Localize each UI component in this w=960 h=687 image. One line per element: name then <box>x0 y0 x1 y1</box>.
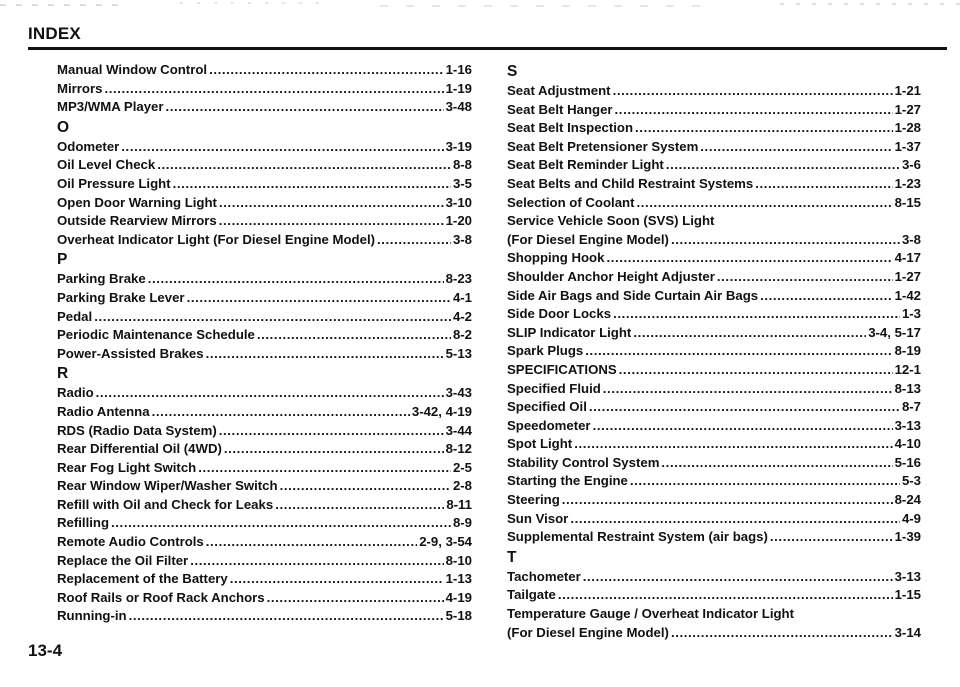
index-entry-page-ref: 1-28 <box>894 120 921 136</box>
index-entry <box>57 422 472 441</box>
index-entry-label: SPECIFICATIONS <box>507 361 617 377</box>
index-entry-page-ref: 8-10 <box>445 552 472 568</box>
dot-leader <box>717 268 893 287</box>
dot-leader <box>94 308 451 327</box>
index-right-column <box>507 61 921 642</box>
dot-leader <box>275 496 444 515</box>
index-entry <box>57 440 472 459</box>
index-entry-label: Parking Brake <box>57 271 146 287</box>
dot-leader <box>219 422 444 441</box>
dot-leader <box>206 533 417 552</box>
dot-leader <box>613 82 893 101</box>
index-entry-label: (For Diesel Engine Model) <box>507 231 669 247</box>
index-entry <box>507 231 921 250</box>
index-entry <box>57 477 472 496</box>
index-entry-label: MP3/WMA Player <box>57 99 164 115</box>
index-entry <box>507 435 921 454</box>
index-entry <box>57 231 472 250</box>
dot-leader <box>593 417 893 436</box>
index-entry-page-ref: 1-15 <box>894 587 921 603</box>
index-entry-page-ref: 3-5 <box>452 175 472 191</box>
index-entry-page-ref: 1-20 <box>445 213 472 229</box>
index-entry-label: Running-in <box>57 608 127 624</box>
index-entry-page-ref: 3-8 <box>901 231 921 247</box>
dot-leader <box>558 586 893 605</box>
index-entry-label: Parking Brake Lever <box>57 289 185 305</box>
index-entry-label: Radio <box>57 385 94 401</box>
index-entry-label: Seat Belt Pretensioner System <box>507 138 699 154</box>
index-section-letter: O <box>57 118 70 136</box>
index-entry-page-ref: 8-8 <box>452 157 472 173</box>
index-entry <box>507 119 921 138</box>
index-entry-page-ref: 5-16 <box>894 454 921 470</box>
index-entry <box>57 289 472 308</box>
index-entry <box>57 194 472 213</box>
index-entry-label: Seat Belt Inspection <box>507 120 634 136</box>
index-entry <box>507 138 921 157</box>
index-entry <box>507 175 921 194</box>
dot-leader <box>585 342 892 361</box>
index-entry-page-ref: 8-19 <box>894 343 921 359</box>
index-entry-label: Replace the Oil Filter <box>57 552 189 568</box>
index-entry-page-ref: 3-44 <box>445 422 472 438</box>
index-entry-page-ref: 2-5 <box>452 459 472 475</box>
index-entry-label: Stability Control System <box>507 454 660 470</box>
index-entry-page-ref: 5-3 <box>901 473 921 489</box>
index-entry <box>57 175 472 194</box>
dot-leader <box>209 61 444 80</box>
index-entry-page-ref: 2-8 <box>452 478 472 494</box>
index-entry <box>507 156 921 175</box>
index-entry-label: Overheat Indicator Light (For Diesel Engine Model) <box>57 231 376 247</box>
index-entry-label: Rear Window Wiper/Washer Switch <box>57 478 278 494</box>
dot-leader <box>129 607 444 626</box>
index-entry-page-ref: 1-13 <box>445 571 472 587</box>
page-number: 13-4 <box>28 641 63 660</box>
index-entry-label: Seat Adjustment <box>507 83 611 98</box>
index-entry <box>57 308 472 327</box>
dot-leader <box>267 589 444 608</box>
dot-leader <box>619 361 893 380</box>
index-entry <box>57 403 472 422</box>
index-entry <box>57 384 472 403</box>
index-entry-page-ref: 12-1 <box>894 361 921 377</box>
index-entry <box>507 380 921 399</box>
index-entry-label: Odometer <box>57 138 120 154</box>
index-entry-page-ref: 4-9 <box>901 510 921 526</box>
index-entry <box>507 398 921 417</box>
dot-leader <box>633 324 866 343</box>
index-entry-label: Spark Plugs <box>507 343 584 359</box>
index-entry-label: Selection of Coolant <box>507 194 635 210</box>
dot-leader <box>224 440 444 459</box>
index-entry-label: Sun Visor <box>507 510 569 526</box>
index-entry <box>57 552 472 571</box>
dot-leader <box>755 175 892 194</box>
index-entry-label: Steering <box>507 492 560 508</box>
header-rule <box>28 47 947 50</box>
dot-leader <box>671 624 893 643</box>
index-section-letter: P <box>57 251 68 269</box>
index-entry <box>507 249 921 268</box>
index-entry-page-ref: 1-27 <box>894 268 921 284</box>
index-entry-label: Periodic Maintenance Schedule <box>57 327 255 343</box>
dot-leader <box>661 454 892 473</box>
index-entry <box>507 194 921 213</box>
index-entry-page-ref: 4-1 <box>452 289 472 305</box>
index-entry <box>507 472 921 491</box>
index-entry <box>507 454 921 473</box>
index-entry-page-ref: 4-2 <box>452 308 472 324</box>
index-entry-label: Replacement of the Battery <box>57 571 228 587</box>
index-entry-label: Service Vehicle Soon (SVS) Light <box>507 213 715 229</box>
dot-leader <box>562 491 893 510</box>
index-entry <box>57 326 472 345</box>
dot-leader <box>636 194 892 213</box>
dot-leader <box>257 326 451 345</box>
index-entry <box>57 98 472 117</box>
dot-leader <box>280 477 451 496</box>
index-entry <box>57 514 472 533</box>
index-entry <box>507 417 921 436</box>
dot-leader <box>148 270 444 289</box>
index-entry-label: Refilling <box>57 515 110 531</box>
index-entry-label: Power-Assisted Brakes <box>57 345 204 361</box>
index-entry <box>507 568 921 587</box>
index-entry-label: Radio Antenna <box>57 403 150 419</box>
index-entry-page-ref: 8-13 <box>894 380 921 396</box>
dot-leader <box>606 249 892 268</box>
index-entry-page-ref: 4-17 <box>894 250 921 266</box>
dot-leader <box>173 175 451 194</box>
index-entry-page-ref: 1-21 <box>894 83 921 98</box>
index-entry <box>507 510 921 529</box>
index-entry-page-ref: 1-27 <box>894 101 921 117</box>
index-entry <box>507 361 921 380</box>
index-entry <box>57 496 472 515</box>
dot-leader <box>630 472 900 491</box>
index-entry-page-ref: 3-13 <box>894 568 921 584</box>
dot-leader <box>166 98 444 117</box>
index-entry <box>507 342 921 361</box>
index-entry <box>507 82 921 101</box>
index-entry-page-ref: 3-10 <box>445 194 472 210</box>
index-entry-page-ref: 8-2 <box>452 327 472 343</box>
dot-leader <box>198 459 451 478</box>
dot-leader <box>603 380 893 399</box>
page-header-title: INDEX <box>28 24 81 43</box>
index-entry-label: SLIP Indicator Light <box>507 324 632 340</box>
index-entry-page-ref: 1-39 <box>894 529 921 545</box>
index-entry-page-ref: 2-9, 3-54 <box>419 534 472 550</box>
dot-leader <box>219 212 444 231</box>
index-entry <box>57 156 472 175</box>
index-entry <box>507 528 921 547</box>
dot-leader <box>700 138 892 157</box>
dot-leader <box>152 403 410 422</box>
index-entry-label: Remote Audio Controls <box>57 534 204 550</box>
index-entry-page-ref: 8-23 <box>445 271 472 287</box>
index-entry-page-ref: 3-6 <box>901 157 921 173</box>
index-entry-label: Refill with Oil and Check for Leaks <box>57 496 274 512</box>
index-entry-label: Speedometer <box>507 417 591 433</box>
dot-leader <box>104 80 443 99</box>
index-entry <box>57 138 472 157</box>
index-entry-label: Starting the Engine <box>507 473 628 489</box>
dot-leader <box>121 138 443 157</box>
index-entry-label: Roof Rails or Roof Rack Anchors <box>57 589 265 605</box>
index-entry <box>57 80 472 99</box>
index-entry <box>57 61 472 80</box>
index-entry <box>57 459 472 478</box>
dot-leader <box>666 156 900 175</box>
index-entry-heading <box>507 605 921 624</box>
index-entry-page-ref: 8-11 <box>446 496 472 512</box>
index-entry-page-ref: 1-23 <box>894 175 921 191</box>
index-entry-page-ref: 1-16 <box>445 62 472 77</box>
index-entry-label: Shoulder Anchor Height Adjuster <box>507 268 715 284</box>
index-entry <box>507 287 921 306</box>
index-entry-label: Tachometer <box>507 568 581 584</box>
index-entry <box>507 491 921 510</box>
index-entry-label: Mirrors <box>57 80 103 96</box>
index-entry-page-ref: 8-7 <box>901 399 921 415</box>
dot-leader <box>635 119 893 138</box>
index-entry <box>507 624 921 643</box>
index-entry-label: Open Door Warning Light <box>57 194 217 210</box>
index-entry-page-ref: 8-9 <box>452 515 472 531</box>
index-entry <box>507 268 921 287</box>
dot-leader <box>570 510 900 529</box>
index-entry-label: Rear Fog Light Switch <box>57 459 197 475</box>
dot-leader <box>613 305 900 324</box>
index-entry-page-ref: 5-13 <box>445 345 472 361</box>
index-entry-heading <box>507 212 921 231</box>
dot-leader <box>589 398 900 417</box>
index-entry-label: Seat Belts and Child Restraint Systems <box>507 175 754 191</box>
index-entry-page-ref: 3-13 <box>894 417 921 433</box>
index-entry <box>507 586 921 605</box>
index-entry-page-ref: 8-12 <box>445 441 472 457</box>
index-entry-page-ref: 1-42 <box>894 287 921 303</box>
index-entry-label: Side Air Bags and Side Curtain Air Bags <box>507 287 759 303</box>
index-entry-label: Shopping Hook <box>507 250 605 266</box>
index-entry-page-ref: 3-48 <box>445 99 472 115</box>
index-section-letter: T <box>507 548 517 566</box>
dot-leader <box>187 289 451 308</box>
index-entry-label: Tailgate <box>507 587 556 603</box>
dot-leader <box>206 345 444 364</box>
index-entry-page-ref: 4-10 <box>894 436 921 452</box>
index-entry-page-ref: 5-18 <box>445 608 472 624</box>
dot-leader <box>230 570 444 589</box>
index-entry <box>507 324 921 343</box>
index-entry-label: Outside Rearview Mirrors <box>57 213 217 229</box>
index-entry <box>507 305 921 324</box>
index-entry-page-ref: 1-3 <box>901 306 921 322</box>
index-section-letter: R <box>57 365 69 383</box>
dot-leader <box>574 435 892 454</box>
index-entry-label: Oil Pressure Light <box>57 175 171 191</box>
index-entry-label: Specified Fluid <box>507 380 601 396</box>
index-entry-page-ref: 3-19 <box>445 138 472 154</box>
index-entry-page-ref: 4-19 <box>445 589 472 605</box>
index-entry-label: Specified Oil <box>507 399 587 415</box>
dot-leader <box>760 287 892 306</box>
dot-leader <box>96 384 444 403</box>
index-entry-label: Oil Level Check <box>57 157 156 173</box>
index-entry-label: Rear Differential Oil (4WD) <box>57 441 222 457</box>
index-entry-label: Supplemental Restraint System (air bags) <box>507 529 768 545</box>
index-entry-label: RDS (Radio Data System) <box>57 422 217 438</box>
index-section-letter: S <box>507 63 518 80</box>
index-entry <box>57 270 472 289</box>
index-entry-label: Pedal <box>57 308 93 324</box>
index-left-column <box>57 61 472 626</box>
index-entry-page-ref: 3-4, 5-17 <box>868 324 921 340</box>
dot-leader <box>377 231 451 250</box>
index-entry-page-ref: 3-43 <box>445 385 472 401</box>
dot-leader <box>190 552 443 571</box>
dot-leader <box>157 156 451 175</box>
dot-leader <box>615 101 893 120</box>
index-entry <box>57 589 472 608</box>
index-entry-label: Spot Light <box>507 436 573 452</box>
index-entry <box>57 533 472 552</box>
index-entry-page-ref: 3-14 <box>894 624 921 640</box>
index-entry <box>57 570 472 589</box>
dot-leader <box>671 231 900 250</box>
index-entry-page-ref: 8-24 <box>894 492 921 508</box>
index-entry <box>57 607 472 626</box>
index-entry-label: Temperature Gauge / Overheat Indicator Light <box>507 606 795 622</box>
index-entry <box>57 212 472 231</box>
index-entry-label: Seat Belt Reminder Light <box>507 157 664 173</box>
dot-leader <box>111 514 451 533</box>
index-entry-page-ref: 1-19 <box>445 80 472 96</box>
index-entry-page-ref: 3-42, 4-19 <box>411 403 472 419</box>
index-entry <box>507 101 921 120</box>
index-entry-page-ref: 8-15 <box>894 194 921 210</box>
scan-artifact-strip <box>0 0 960 10</box>
index-entry-page-ref: 3-8 <box>452 231 472 247</box>
dot-leader <box>583 568 893 587</box>
index-entry-label: Manual Window Control <box>57 62 208 77</box>
dot-leader <box>770 528 893 547</box>
dot-leader <box>219 194 444 213</box>
index-entry-label: Seat Belt Hanger <box>507 101 613 117</box>
index-entry-page-ref: 1-37 <box>894 138 921 154</box>
index-entry-label: Side Door Locks <box>507 306 612 322</box>
index-entry-label: (For Diesel Engine Model) <box>507 624 669 640</box>
index-entry <box>57 345 472 364</box>
